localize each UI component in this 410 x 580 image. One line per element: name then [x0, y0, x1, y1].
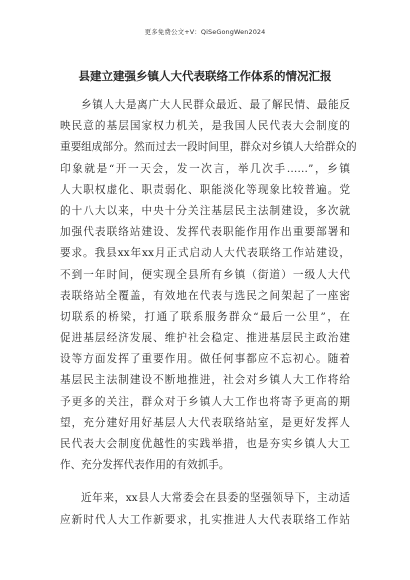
text-line: 民代表大会制度优越性的实践举措，也是夯实乡镇人大工 — [60, 438, 350, 450]
text-line: 设等方面发挥了重要作用。做任何事都应不忘初心。随着 — [60, 353, 350, 366]
text-line: 基层民主法制建设不断地推进，社会对乡镇人大工作将给 — [60, 374, 350, 387]
text-line: 的十八大以来，中央十分关注基层民主法制建设，多次就 — [60, 204, 350, 217]
text-line: 印象就是“开一天会，发一次言，举几次手……”，乡镇 — [60, 162, 350, 175]
text-line: 不到一年时间，便实现全县所有乡镇（街道）一级人大代 — [60, 268, 350, 281]
text-line: 加强代表联络站建设、发挥代表职能作用作出重要部署和 — [60, 226, 350, 239]
text-line: 乡镇人大是离广大人民群众最近、最了解民情、最能反 — [81, 99, 350, 111]
document-title: 县建立建强乡镇人大代表联络工作体系的情况汇报 — [78, 69, 332, 83]
text-line: 应新时代人大工作新要求，扎实推进人大代表联络工作站 — [60, 513, 350, 526]
text-line: 望，充分建好用好基层人大代表联络站室，是更好发挥人 — [60, 416, 350, 429]
paragraph-1 — [60, 95, 357, 476]
text-line: 表联络站全覆盖，有效地在代表与选民之间架起了一座密 — [60, 289, 350, 302]
text-line: 人大职权虚化、职责弱化、职能淡化等现象比较普遍。党 — [60, 183, 350, 196]
paragraph-2 — [60, 488, 350, 530]
text-line: 促进基层经济发展、维护社会稳定、推进基层民主政治建 — [60, 332, 350, 345]
text-line: 作、充分发挥代表作用的有效抓手。 — [60, 459, 230, 472]
header-note: 更多免费公文+V：QiSeGongWen2024 — [144, 28, 266, 36]
text-line: 映民意的基层国家权力机关，是我国人民代表大会制度的 — [60, 120, 350, 133]
text-line: 予更多的关注，群众对于乡镇人大工作也将寄予更高的期 — [60, 395, 350, 408]
text-line: 切联系的桥梁，打通了联系服务群众“最后一公里”，在 — [60, 310, 350, 323]
document-body — [60, 95, 357, 531]
text-line: 近年来，xx县人大常委会在县委的坚强领导下，主动适 — [81, 492, 350, 505]
text-line: 要求。我县xx年xx月正式启动人大代表联络工作站建设， — [60, 247, 350, 260]
text-line: 重要组成部分。然而过去一段时间里，群众对乡镇人大给群众的 — [60, 141, 357, 154]
